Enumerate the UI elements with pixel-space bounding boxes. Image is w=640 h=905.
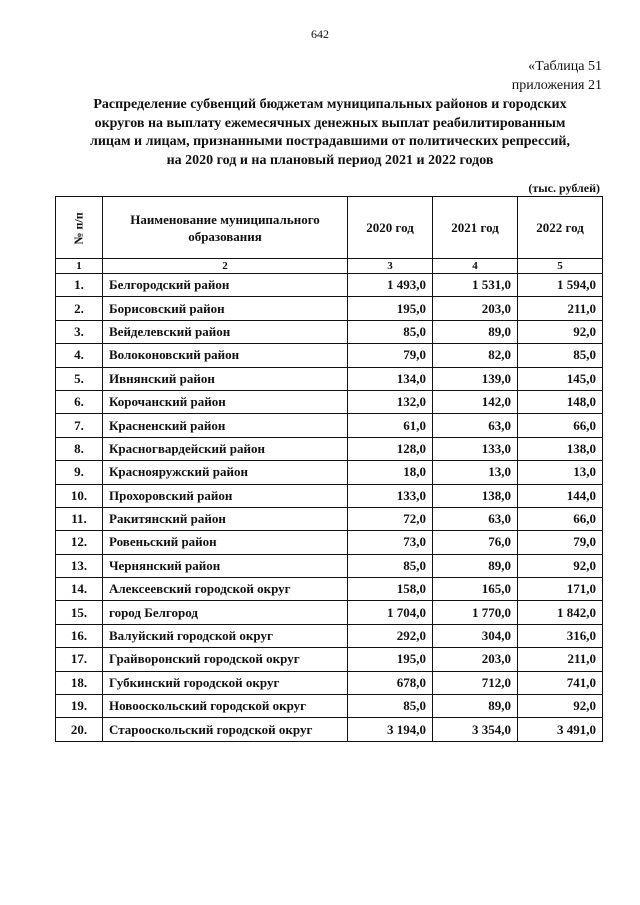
table-row [56, 320, 603, 343]
table-row [56, 344, 603, 367]
district-name: Красненский район [103, 414, 348, 437]
row-number: 18. [56, 671, 103, 694]
header-2021: 2021 год [433, 197, 518, 259]
value-2022: 92,0 [518, 554, 603, 577]
value-2021: 1 770,0 [433, 601, 518, 624]
district-name: Алексеевский городской округ [103, 578, 348, 601]
table-row [56, 484, 603, 507]
value-2022: 1 594,0 [518, 274, 603, 297]
value-2021: 712,0 [433, 671, 518, 694]
table-ref-line2: приложения 21 [511, 78, 602, 93]
value-2022: 144,0 [518, 484, 603, 507]
table-row [56, 718, 603, 741]
header-2020: 2020 год [348, 197, 433, 259]
table-ref-line1: «Таблица 51 [528, 59, 602, 74]
value-2020: 292,0 [348, 624, 433, 647]
value-2022: 171,0 [518, 578, 603, 601]
row-number: 15. [56, 601, 103, 624]
value-2021: 89,0 [433, 695, 518, 718]
value-2020: 158,0 [348, 578, 433, 601]
value-2022: 92,0 [518, 695, 603, 718]
table-row [56, 367, 603, 390]
header-number: № п/п [56, 197, 103, 259]
value-2022: 3 491,0 [518, 718, 603, 741]
row-number: 4. [56, 344, 103, 367]
column-index-row [56, 259, 603, 274]
value-2020: 1 704,0 [348, 601, 433, 624]
value-2022: 79,0 [518, 531, 603, 554]
district-name: Грайворонский городской округ [103, 648, 348, 671]
column-index: 1 [56, 259, 103, 274]
table-row [56, 554, 603, 577]
header-name: Наименование муниципального образования [103, 197, 348, 259]
value-2022: 316,0 [518, 624, 603, 647]
value-2021: 1 531,0 [433, 274, 518, 297]
district-name: Корочанский район [103, 390, 348, 413]
district-name: Борисовский район [103, 297, 348, 320]
value-2020: 132,0 [348, 390, 433, 413]
value-2021: 304,0 [433, 624, 518, 647]
value-2021: 203,0 [433, 297, 518, 320]
value-2020: 85,0 [348, 320, 433, 343]
row-number: 16. [56, 624, 103, 647]
district-name: Белгородский район [103, 274, 348, 297]
value-2022: 66,0 [518, 414, 603, 437]
row-number: 10. [56, 484, 103, 507]
value-2020: 85,0 [348, 554, 433, 577]
district-name: Краснояружский район [103, 461, 348, 484]
value-2021: 63,0 [433, 414, 518, 437]
row-number: 12. [56, 531, 103, 554]
value-2020: 134,0 [348, 367, 433, 390]
district-name: Красногвардейский район [103, 437, 348, 460]
district-name: Губкинский городской округ [103, 671, 348, 694]
document-title [60, 96, 600, 170]
row-number: 9. [56, 461, 103, 484]
value-2022: 211,0 [518, 648, 603, 671]
title-line: Распределение субвенций бюджетам муниципальных районов и городских [93, 97, 567, 112]
value-2021: 138,0 [433, 484, 518, 507]
value-2020: 195,0 [348, 297, 433, 320]
table-row [56, 390, 603, 413]
table-row [56, 648, 603, 671]
table-row [56, 437, 603, 460]
value-2020: 133,0 [348, 484, 433, 507]
value-2021: 82,0 [433, 344, 518, 367]
value-2020: 79,0 [348, 344, 433, 367]
row-number: 5. [56, 367, 103, 390]
table-row [56, 695, 603, 718]
row-number: 13. [56, 554, 103, 577]
value-2022: 148,0 [518, 390, 603, 413]
value-2020: 85,0 [348, 695, 433, 718]
value-2021: 63,0 [433, 507, 518, 530]
value-2021: 203,0 [433, 648, 518, 671]
value-2020: 72,0 [348, 507, 433, 530]
column-index: 5 [518, 259, 603, 274]
district-name: Ивнянский район [103, 367, 348, 390]
value-2022: 85,0 [518, 344, 603, 367]
value-2022: 211,0 [518, 297, 603, 320]
value-2020: 3 194,0 [348, 718, 433, 741]
value-2022: 741,0 [518, 671, 603, 694]
page-number: 642 [311, 27, 329, 41]
table-body [56, 274, 603, 742]
row-number: 2. [56, 297, 103, 320]
value-2022: 92,0 [518, 320, 603, 343]
district-name: Чернянский район [103, 554, 348, 577]
table-row [56, 624, 603, 647]
district-name: город Белгород [103, 601, 348, 624]
title-line: лицам и лицам, признанными пострадавшими от политических репрессий, [90, 134, 570, 149]
district-name: Старооскольский городской округ [103, 718, 348, 741]
value-2021: 133,0 [433, 437, 518, 460]
table-row [56, 671, 603, 694]
column-index: 3 [348, 259, 433, 274]
district-name: Волоконовский район [103, 344, 348, 367]
table-row [56, 461, 603, 484]
value-2021: 13,0 [433, 461, 518, 484]
value-2020: 61,0 [348, 414, 433, 437]
value-2021: 3 354,0 [433, 718, 518, 741]
table-row [56, 531, 603, 554]
value-2022: 138,0 [518, 437, 603, 460]
table-row [56, 601, 603, 624]
district-name: Прохоровский район [103, 484, 348, 507]
district-name: Валуйский городской округ [103, 624, 348, 647]
subvention-table [55, 196, 603, 742]
district-name: Ровеньский район [103, 531, 348, 554]
table-row [56, 274, 603, 297]
value-2020: 678,0 [348, 671, 433, 694]
title-line: округов на выплату ежемесячных денежных выплат реабилитированным [94, 115, 566, 131]
row-number: 8. [56, 437, 103, 460]
value-2022: 66,0 [518, 507, 603, 530]
title-line: на 2020 год и на плановый период 2021 и 2022 годов [166, 152, 494, 168]
table-row [56, 578, 603, 601]
table-row [56, 297, 603, 320]
district-name: Новооскольский городской округ [103, 695, 348, 718]
header-2022: 2022 год [518, 197, 603, 259]
row-number: 14. [56, 578, 103, 601]
value-2021: 139,0 [433, 367, 518, 390]
value-2021: 89,0 [433, 554, 518, 577]
row-number: 1. [56, 274, 103, 297]
row-number: 11. [56, 507, 103, 530]
district-name: Вейделевский район [103, 320, 348, 343]
table-row [56, 507, 603, 530]
column-index: 4 [433, 259, 518, 274]
value-2020: 73,0 [348, 531, 433, 554]
row-number: 19. [56, 695, 103, 718]
value-2020: 1 493,0 [348, 274, 433, 297]
row-number: 7. [56, 414, 103, 437]
value-2021: 76,0 [433, 531, 518, 554]
row-number: 20. [56, 718, 103, 741]
value-2022: 145,0 [518, 367, 603, 390]
row-number: 17. [56, 648, 103, 671]
value-2021: 165,0 [433, 578, 518, 601]
value-2020: 128,0 [348, 437, 433, 460]
row-number: 6. [56, 390, 103, 413]
table-row [56, 414, 603, 437]
value-2020: 195,0 [348, 648, 433, 671]
column-index: 2 [103, 259, 348, 274]
table-header-row [56, 197, 603, 259]
value-2021: 142,0 [433, 390, 518, 413]
value-2022: 1 842,0 [518, 601, 603, 624]
district-name: Ракитянский район [103, 507, 348, 530]
value-2021: 89,0 [433, 320, 518, 343]
row-number: 3. [56, 320, 103, 343]
value-2022: 13,0 [518, 461, 603, 484]
units-label: (тыс. рублей) [528, 181, 600, 195]
value-2020: 18,0 [348, 461, 433, 484]
